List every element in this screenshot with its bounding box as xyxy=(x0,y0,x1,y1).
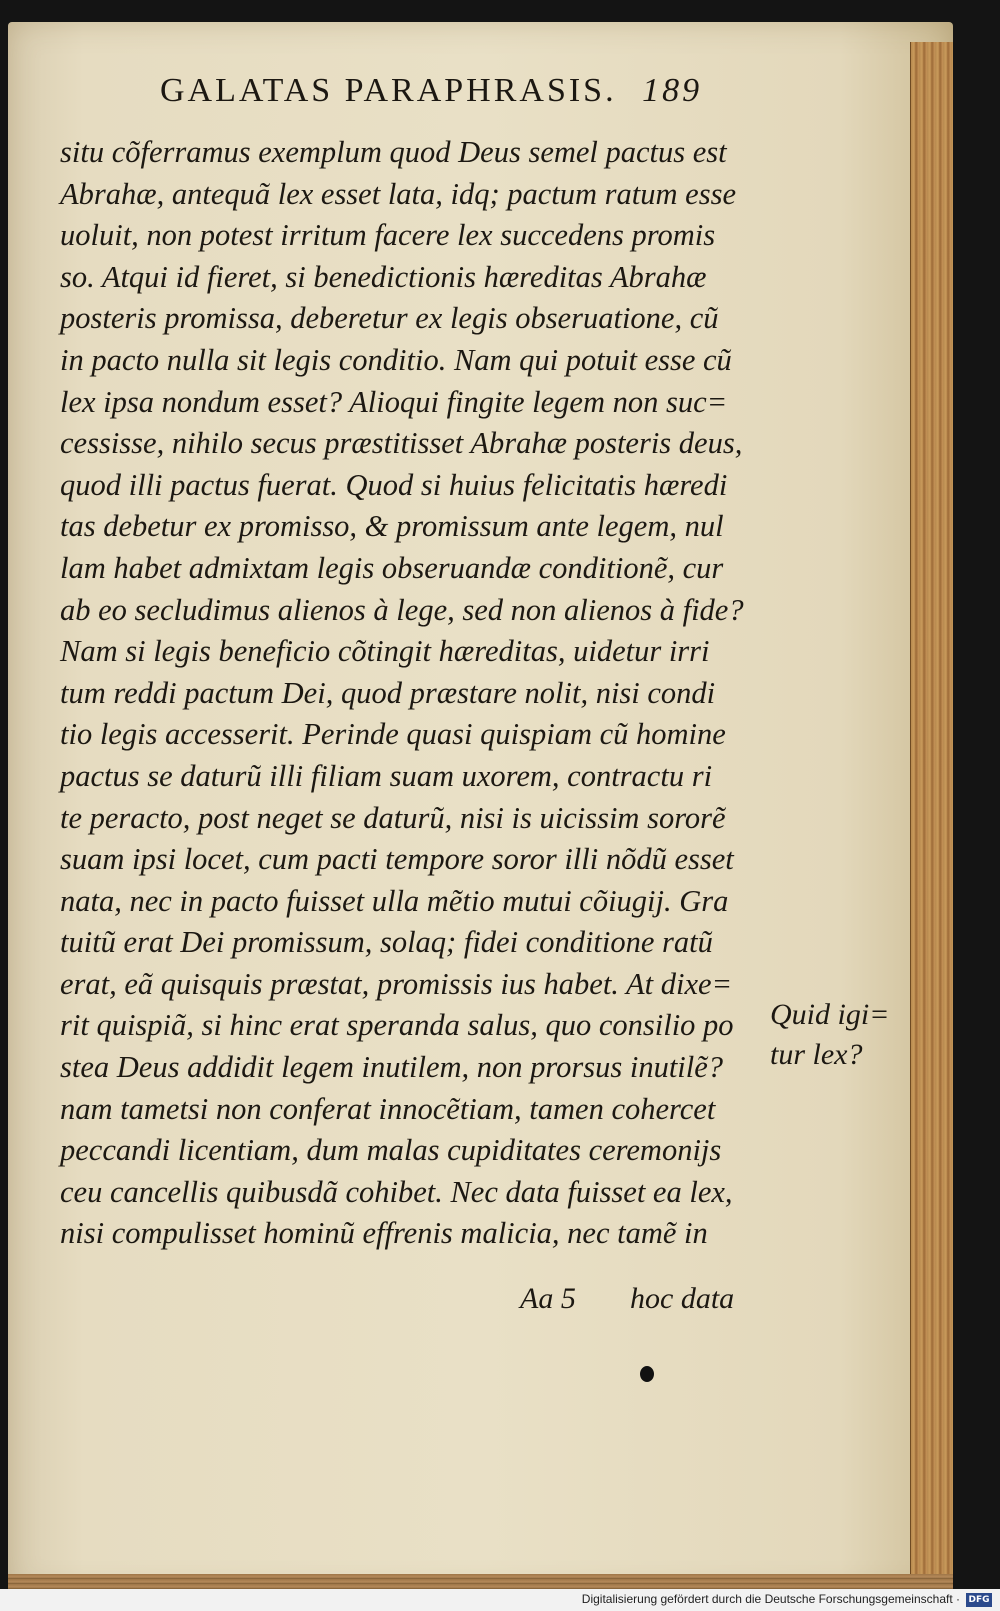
running-title: GALATAS PARAPHRASIS. xyxy=(160,72,617,109)
signature-mark: Aa 5 xyxy=(520,1282,576,1315)
text-line: tum reddi pactum Dei, quod præstare nolit, nisi condi xyxy=(60,675,716,710)
text-line: suam ipsi locet, cum pacti tempore soror illi nõdũ esset xyxy=(60,842,734,877)
text-line: Abrahæ, antequã lex esset lata, idq; pactum ratum esse xyxy=(60,176,736,211)
text-line: so. Atqui id fieret, si benedictionis hæreditas Abrahæ xyxy=(60,259,707,294)
text-line: nisi compulisset hominũ effrenis malicia, nec tamẽ in xyxy=(60,1216,708,1251)
text-line: tas debetur ex promisso, & promissum ante legem, nul xyxy=(60,509,724,544)
page-number: 189 xyxy=(642,72,703,109)
running-header xyxy=(160,72,760,110)
body-text xyxy=(60,132,760,1255)
ink-spot xyxy=(640,1366,654,1382)
digitization-footer xyxy=(0,1589,1000,1611)
marginal-line: tur lex? xyxy=(770,1038,863,1071)
text-line: lam habet admixtam legis obseruandæ conditionẽ, cur xyxy=(60,550,724,585)
footer-credit: Digitalisierung gefördert durch die Deutsche Forschungsgemeinschaft · xyxy=(581,1592,960,1606)
text-line: erat, eã quisquis præstat, promissis ius habet. At dixe= xyxy=(60,966,733,1001)
dfg-logo: DFG xyxy=(966,1593,992,1607)
text-line: ab eo secludimus alienos à lege, sed non alienos à fide? xyxy=(60,592,744,627)
text-line: tuitũ erat Dei promissum, solaq; fidei conditione ratũ xyxy=(60,925,713,960)
marginal-note xyxy=(770,995,889,1075)
text-line: peccandi licentiam, dum malas cupiditates ceremonijs xyxy=(60,1133,722,1168)
marginal-line: Quid igi= xyxy=(770,998,890,1031)
text-line: uoluit, non potest irritum facere lex succedens promis xyxy=(60,218,716,253)
catchword: hoc data xyxy=(630,1282,735,1315)
text-line: rit quispiã, si hinc erat speranda salus, quo consilio po xyxy=(60,1008,734,1043)
page-edge xyxy=(910,42,953,1602)
text-line: quod illi pactus fuerat. Quod si huius felicitatis hæredi xyxy=(60,467,728,502)
text-line: posteris promissa, deberetur ex legis obseruatione, cũ xyxy=(60,301,719,336)
text-line: te peracto, post neget se daturũ, nisi is uicissim sororẽ xyxy=(60,800,726,835)
text-line: cessisse, nihilo secus præstitisset Abrahæ posteris deus, xyxy=(60,426,743,461)
text-line: situ cõferramus exemplum quod Deus semel pactus est xyxy=(60,135,727,169)
text-line: nata, nec in pacto fuisset ulla mẽtio mutui cõiugij. Gra xyxy=(60,883,729,918)
text-line: stea Deus addidit legem inutilem, non prorsus inutilẽ? xyxy=(60,1050,724,1085)
text-line: nam tametsi non conferat innocẽtiam, tamen cohercet xyxy=(60,1091,716,1126)
text-line: lex ipsa nondum esset? Alioqui fingite legem non suc= xyxy=(60,384,728,419)
text-line: pactus se daturũ illi filiam suam uxorem, contractu ri xyxy=(60,758,713,793)
text-line: tio legis accesserit. Perinde quasi quispiam cũ homine xyxy=(60,717,726,752)
text-line: in pacto nulla sit legis conditio. Nam qui potuit esse cũ xyxy=(60,342,732,377)
text-line: ceu cancellis quibusdã cohibet. Nec data fuisset ea lex, xyxy=(60,1174,733,1209)
text-line: Nam si legis beneficio cõtingit hæreditas, uidetur irri xyxy=(60,634,710,669)
